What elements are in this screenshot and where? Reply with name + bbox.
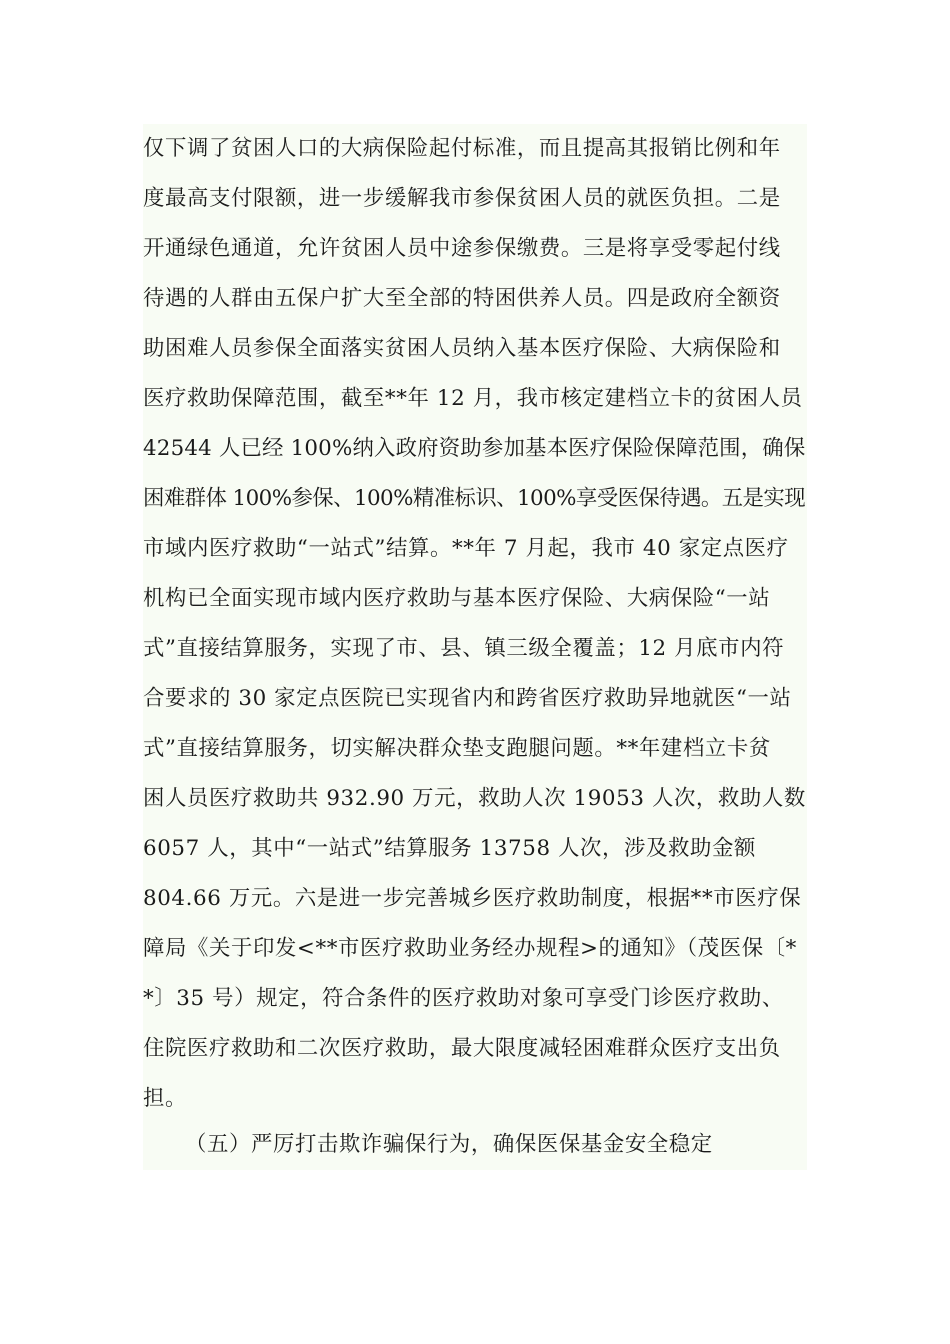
body-line-5: 助困难人员参保全面落实贫困人员纳入基本医疗保险、大病保险和 xyxy=(143,336,781,361)
body-line-4: 待遇的人群由五保户扩大至全部的特困供养人员。四是政府全额资 xyxy=(143,286,781,311)
body-line-2: 度最高支付限额，进一步缓解我市参保贫困人员的就医负担。二是 xyxy=(143,186,781,211)
body-line-15: 6057 人，其中“一站式”结算服务 13758 人次，涉及救助金额 xyxy=(143,836,756,861)
body-line-19: 住院医疗救助和二次医疗救助，最大限度减轻困难群众医疗支出负 xyxy=(143,1036,781,1061)
body-line-6: 医疗救助保障范围，截至**年 12 月，我市核定建档立卡的贫困人员 xyxy=(143,386,803,411)
body-line-14: 困人员医疗救助共 932.90 万元，救助人次 19053 人次，救助人数 xyxy=(143,786,806,811)
body-line-13: 式”直接结算服务，切实解决群众垫支跑腿问题。**年建档立卡贫 xyxy=(143,736,771,761)
body-line-3: 开通绿色通道，允许贫困人员中途参保缴费。三是将享受零起付线 xyxy=(143,236,781,261)
section-heading: （五）严厉打击欺诈骗保行为，确保医保基金安全稳定 xyxy=(185,1132,713,1157)
body-line-18: *〕35 号）规定，符合条件的医疗救助对象可享受门诊医疗救助、 xyxy=(143,986,784,1011)
body-line-17: 障局《关于印发<**市医疗救助业务经办规程>的通知》（茂医保〔* xyxy=(143,936,797,961)
body-line-8: 困难群体 100%参保、100%精准标识、100%享受医保待遇。五是实现 xyxy=(143,486,806,511)
body-line-9: 市域内医疗救助“一站式”结算。**年 7 月起，我市 40 家定点医疗 xyxy=(143,536,789,561)
body-line-10: 机构已全面实现市域内医疗救助与基本医疗保险、大病保险“一站 xyxy=(143,586,771,611)
body-line-16: 804.66 万元。六是进一步完善城乡医疗救助制度，根据**市医疗保 xyxy=(143,886,802,911)
document-body xyxy=(143,124,807,1170)
body-line-20: 担。 xyxy=(143,1086,187,1111)
body-line-11: 式”直接结算服务，实现了市、县、镇三级全覆盖；12 月底市内符 xyxy=(143,636,785,661)
body-line-1: 仅下调了贫困人口的大病保险起付标准，而且提高其报销比例和年 xyxy=(143,136,781,161)
body-line-12: 合要求的 30 家定点医院已实现省内和跨省医疗救助异地就医“一站 xyxy=(143,686,792,711)
body-line-7: 42544 人已经 100%纳入政府资助参加基本医疗保险保障范围，确保 xyxy=(143,436,806,461)
